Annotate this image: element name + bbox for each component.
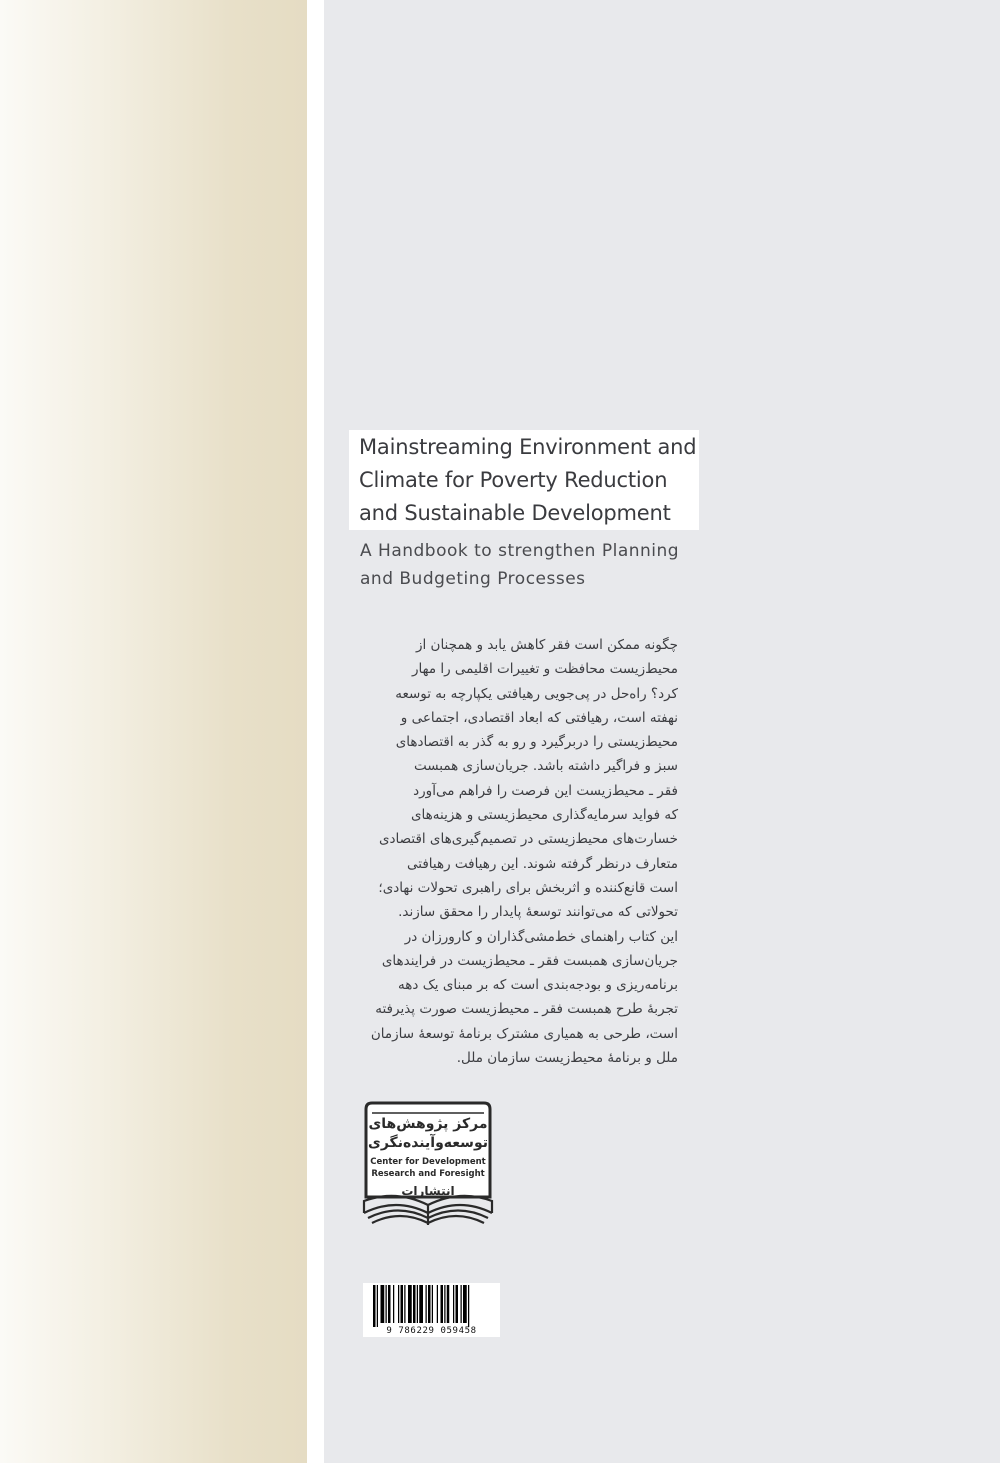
- book-spine: [0, 0, 307, 1463]
- blurb-line: است، طرحی به همیاری مشترک برنامهٔ توسعهٔ سازمان: [370, 1025, 678, 1042]
- blurb-line: چگونه ممکن است فقر کاهش یابد و همچنان از: [415, 637, 678, 653]
- barcode-bar: [468, 1285, 469, 1327]
- blurb-line: جریان‌سازی همبست فقر ـ محیط‌زیست در فرایندهای: [381, 952, 678, 969]
- barcode-bar: [413, 1285, 416, 1323]
- barcode-bar: [463, 1285, 467, 1323]
- persian-blurb: [350, 633, 678, 1070]
- barcode-bar: [437, 1285, 438, 1323]
- book-subtitle-english: [360, 537, 700, 593]
- barcode-bar: [398, 1285, 399, 1323]
- barcode-bar: [453, 1285, 454, 1323]
- barcode-bar: [381, 1285, 385, 1323]
- blurb-line: تجربهٔ طرح همبست فقر ـ محیط‌زیست صورت پذیرفته: [375, 1001, 678, 1018]
- blurb-line: نهفته است، رهیافتی که ابعاد اقتصادی، اجتماعی و: [400, 709, 678, 726]
- blurb-line: ملل و برنامهٔ محیط‌زیست سازمان ملل.: [456, 1050, 678, 1067]
- blurb-line: کرد؟ راه‌حل در پی‌جویی رهیافتی یکپارچه به توسعه: [395, 685, 678, 702]
- barcode-digits: 9 786229 059458: [386, 1326, 477, 1336]
- publisher-label-fa: انتشارات: [401, 1184, 455, 1198]
- barcode-bar: [393, 1285, 394, 1323]
- blurb-line: برنامه‌ریزی و بودجه‌بندی است که بر مبنای یک دهه: [398, 977, 678, 994]
- barcode-bar: [456, 1285, 459, 1323]
- barcode-bar: [426, 1285, 427, 1323]
- blurb-line: متعارف درنظر گرفته شوند. این رهیافت رهیافتی: [407, 855, 678, 872]
- publisher-name-fa-line2: توسعه‌و‌آینده‌نگری: [368, 1135, 488, 1151]
- blurb-line: تحولاتی که می‌توانند توسعهٔ پایدار را محقق سازند.: [398, 904, 678, 921]
- blurb-line: سبز و فراگیر داشته باشد. جریان‌سازی همبست: [413, 758, 678, 775]
- blurb-line: فقر ـ محیط‌زیست این فرصت را فراهم می‌آورد: [413, 782, 678, 799]
- barcode-bar: [447, 1285, 450, 1323]
- blurb-line: است قانع‌کننده و اثربخش برای راهبری تحولات نهادی؛: [378, 879, 678, 896]
- open-book-icon: [364, 1196, 492, 1225]
- barcode-bar: [419, 1285, 423, 1323]
- barcode-bar: [461, 1285, 462, 1323]
- barcode-bar: [377, 1285, 378, 1327]
- barcode-bar: [373, 1285, 376, 1327]
- barcode-bar: [408, 1285, 412, 1323]
- barcode-bar: [388, 1285, 391, 1323]
- subtitle-line: A Handbook to strengthen Planning: [360, 541, 680, 561]
- title-line: Mainstreaming Environment and: [359, 435, 697, 459]
- blurb-line: این کتاب راهنمای خط‌مشی‌گذاران و کارورزان در: [404, 928, 678, 945]
- barcode-bars: [363, 1283, 500, 1327]
- publisher-name-fa-line1: مرکز پژوهش‌های: [368, 1116, 488, 1132]
- barcode-bar: [428, 1285, 431, 1323]
- barcode-bar: [441, 1285, 444, 1323]
- publisher-name-en-line2: Research and Foresight: [371, 1169, 485, 1179]
- blurb-line: محیط‌زیستی را دربرگیرد و رو به گذر به اقتصادهای: [395, 734, 678, 751]
- blurb-line: که فواید سرمایه‌گذاری محیط‌زیستی و هزینه‌های: [410, 807, 678, 824]
- barcode-bar: [401, 1285, 404, 1323]
- barcode-bar: [417, 1285, 418, 1323]
- barcode-bar: [432, 1285, 433, 1323]
- book-title-english: [359, 431, 695, 530]
- subtitle-line: and Budgeting Processes: [360, 569, 586, 589]
- barcode-bar: [444, 1285, 445, 1323]
- title-line: Climate for Poverty Reduction: [359, 468, 668, 492]
- publisher-name-en-line1: Center for Development: [370, 1157, 486, 1167]
- blurb-line: محیط‌زیست محافظت و تغییرات اقلیمی را مهار: [411, 661, 678, 678]
- title-line: and Sustainable Development: [359, 501, 671, 525]
- spine-divider: [307, 0, 324, 1463]
- barcode-bar: [404, 1285, 405, 1323]
- barcode-bar: [386, 1285, 387, 1323]
- blurb-line: خسارت‌های محیط‌زیستی در تصمیم‌گیری‌های اقتصادی: [378, 831, 678, 848]
